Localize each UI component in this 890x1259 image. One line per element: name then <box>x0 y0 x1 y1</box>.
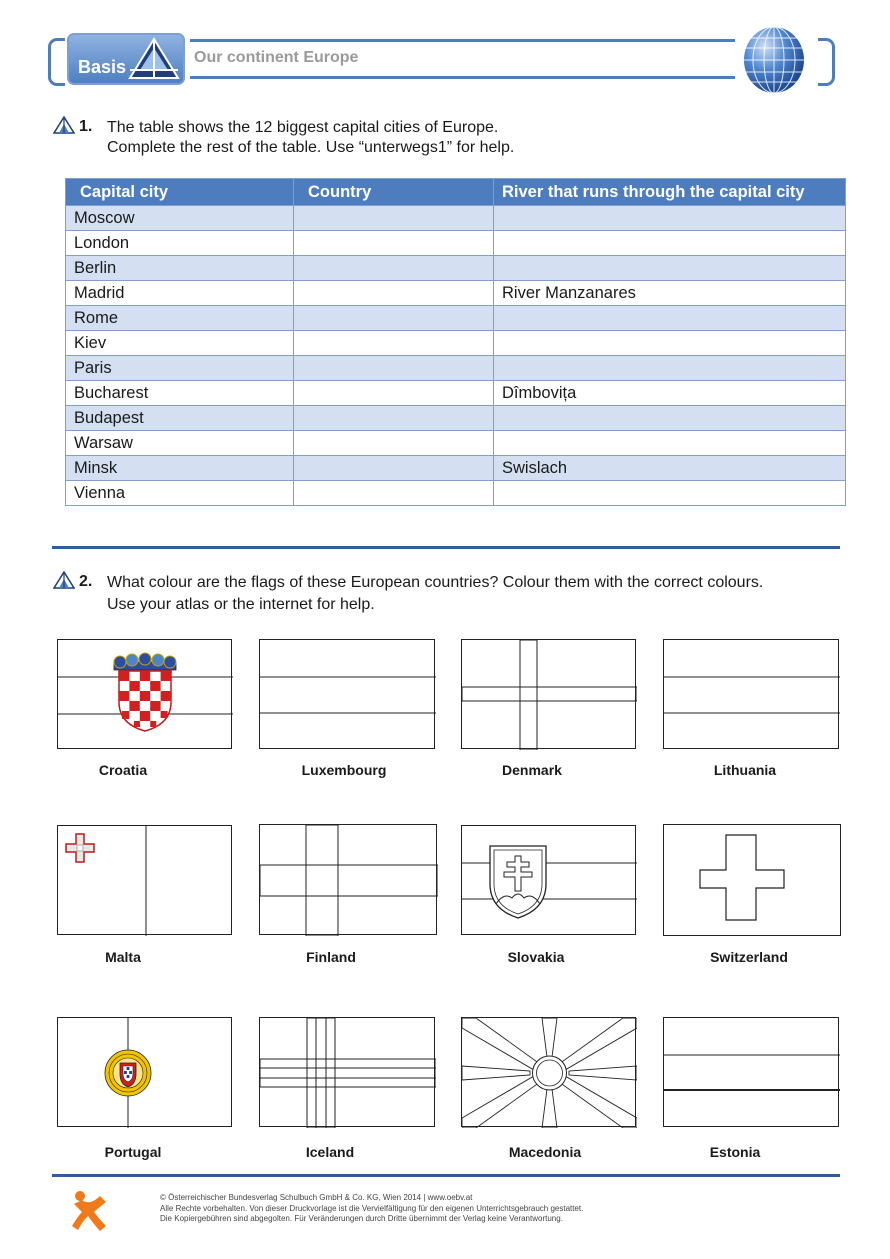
table-row <box>66 306 846 331</box>
flag-label: Slovakia <box>507 949 565 965</box>
task-2-line-2: Use your atlas or the internet for help. <box>107 596 375 613</box>
header-bracket-right <box>818 38 835 86</box>
flag-luxembourg[interactable] <box>259 639 435 749</box>
column-header-capital: Capital city <box>66 179 294 206</box>
flag-label: Finland <box>306 949 356 965</box>
flag-label: Portugal <box>104 1144 162 1160</box>
cell-country[interactable] <box>294 231 494 256</box>
capitals-table <box>65 178 846 506</box>
table-row <box>66 231 846 256</box>
task-1-line-2: Complete the rest of the table. Use “unterwegs1” for help. <box>107 139 515 156</box>
table-row <box>66 431 846 456</box>
header-bracket-left <box>48 38 65 86</box>
footer-divider <box>52 1174 840 1177</box>
cell-river[interactable] <box>494 331 846 356</box>
cell-capital: Moscow <box>66 206 294 231</box>
table-header-row <box>66 179 846 206</box>
flag-label: Croatia <box>98 762 148 778</box>
cell-river[interactable] <box>494 306 846 331</box>
table-row <box>66 356 846 381</box>
footer-line-2: Alle Rechte vorbehalten. Von dieser Druckvorlage ist die Vervielfältigung für den eigenen Unterrichtsgebrauch gestattet. <box>160 1203 584 1213</box>
flag-label: Lithuania <box>713 762 777 778</box>
oebv-logo-icon <box>70 1190 110 1232</box>
pyramid-level-icon <box>53 116 75 134</box>
cell-country[interactable] <box>294 456 494 481</box>
cell-river: River Manzanares <box>494 281 846 306</box>
header-line-bottom <box>190 76 735 79</box>
cell-capital: Paris <box>66 356 294 381</box>
section-divider <box>52 546 840 549</box>
flag-lithuania[interactable] <box>663 639 839 749</box>
cell-capital: Warsaw <box>66 431 294 456</box>
cell-country[interactable] <box>294 481 494 506</box>
flag-malta[interactable] <box>57 825 232 935</box>
cell-capital: Rome <box>66 306 294 331</box>
slovak-coat-of-arms-icon <box>490 846 546 918</box>
flag-label: Malta <box>105 949 141 965</box>
cell-country[interactable] <box>294 381 494 406</box>
basis-badge-label: Basis <box>78 57 127 77</box>
flag-label: Iceland <box>305 1144 355 1160</box>
cell-capital: Bucharest <box>66 381 294 406</box>
header-line-top <box>190 39 735 42</box>
table-row <box>66 206 846 231</box>
cell-country[interactable] <box>294 431 494 456</box>
table-row <box>66 456 846 481</box>
table-row <box>66 256 846 281</box>
table-row <box>66 331 846 356</box>
cell-river: Dîmbovița <box>494 381 846 406</box>
croatian-coat-of-arms-icon <box>114 653 176 731</box>
cell-river[interactable] <box>494 256 846 281</box>
cell-river[interactable] <box>494 231 846 256</box>
flag-iceland[interactable] <box>259 1017 435 1127</box>
flag-estonia[interactable] <box>663 1017 839 1127</box>
cell-country[interactable] <box>294 306 494 331</box>
cell-capital: Budapest <box>66 406 294 431</box>
cell-river: Swislach <box>494 456 846 481</box>
flag-slovakia[interactable] <box>461 825 636 935</box>
cell-country[interactable] <box>294 331 494 356</box>
cell-river[interactable] <box>494 481 846 506</box>
cell-capital: Madrid <box>66 281 294 306</box>
cell-capital: Minsk <box>66 456 294 481</box>
cell-capital: Berlin <box>66 256 294 281</box>
cell-capital: Vienna <box>66 481 294 506</box>
footer-line-1: © Österreichischer Bundesverlag Schulbuch GmbH & Co. KG, Wien 2014 | www.oebv.at <box>160 1193 473 1202</box>
footer-copyright <box>160 1193 583 1225</box>
column-header-river: River that runs through the capital city <box>494 179 846 206</box>
task-2-number: 2. <box>79 573 93 590</box>
cell-country[interactable] <box>294 281 494 306</box>
flag-switzerland[interactable] <box>663 824 841 936</box>
pyramid-icon <box>128 36 180 80</box>
task-2-line-1: What colour are the flags of these European countries? Colour them with the correct colours. <box>107 574 764 591</box>
flag-label: Macedonia <box>508 1144 582 1160</box>
footer-line-3: Die Kopiergebühren sind abgegolten. Für Veränderungen durch Dritte übernimmt der Verlag keine Verantwortung. <box>160 1214 563 1223</box>
flag-finland[interactable] <box>259 824 437 935</box>
cell-river[interactable] <box>494 406 846 431</box>
flag-macedonia[interactable] <box>461 1017 636 1127</box>
page-title: Our continent Europe <box>194 49 359 66</box>
cell-capital: Kiev <box>66 331 294 356</box>
flag-label: Estonia <box>709 1144 761 1160</box>
cell-river[interactable] <box>494 431 846 456</box>
flag-label: Denmark <box>502 762 562 778</box>
flag-label: Switzerland <box>710 949 788 965</box>
column-header-country: Country <box>294 179 494 206</box>
cell-country[interactable] <box>294 206 494 231</box>
cell-capital: London <box>66 231 294 256</box>
portuguese-coat-of-arms-icon <box>105 1050 151 1096</box>
table-row <box>66 281 846 306</box>
table-row <box>66 406 846 431</box>
flag-portugal[interactable] <box>57 1017 232 1127</box>
table-row <box>66 381 846 406</box>
task-1-line-1: The table shows the 12 biggest capital cities of Europe. <box>107 119 499 136</box>
george-cross-icon <box>66 834 94 862</box>
pyramid-level-icon <box>53 571 75 589</box>
cell-river[interactable] <box>494 206 846 231</box>
flag-denmark[interactable] <box>461 639 636 749</box>
cell-river[interactable] <box>494 356 846 381</box>
cell-country[interactable] <box>294 406 494 431</box>
globe-icon <box>741 24 807 96</box>
task-1-number: 1. <box>79 118 93 135</box>
flag-croatia[interactable] <box>57 639 232 749</box>
cell-country[interactable] <box>294 256 494 281</box>
table-row <box>66 481 846 506</box>
cell-country[interactable] <box>294 356 494 381</box>
flag-label: Luxembourg <box>301 762 387 778</box>
